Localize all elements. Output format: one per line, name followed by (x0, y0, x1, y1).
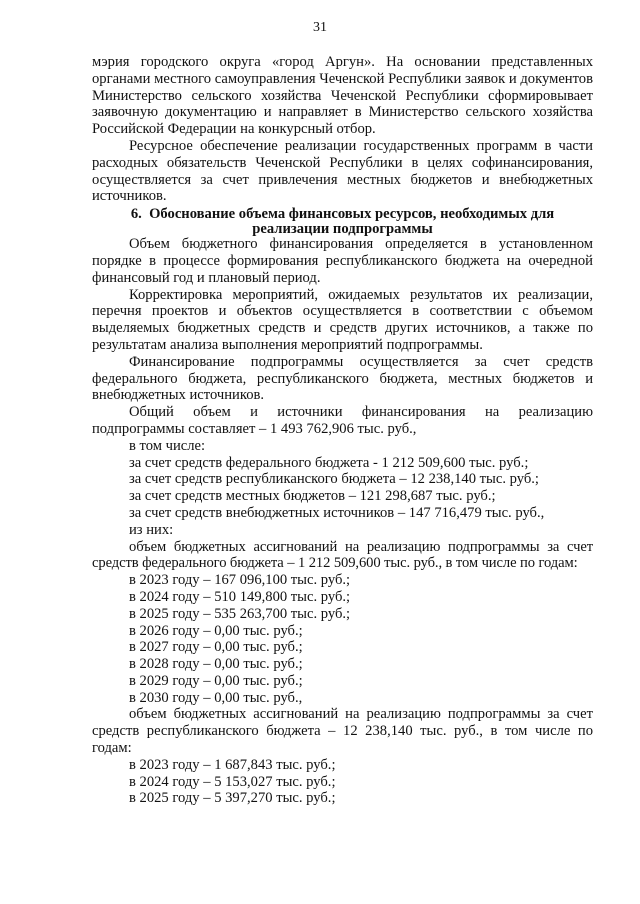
section-title-line2: реализации подпрограммы (252, 220, 433, 237)
list-item: в 2029 году – 0,00 тыс. руб.; (129, 672, 303, 689)
paragraph: мэрия городского округа «город Аргун». На основании представленных органами местного самоуправления Чеченской Республики заявок и документов Министерство сельского хозяйства Чеченской Республики сформировывает заявочную документацию и направляет в Министерство сельского хозяйства Российской Федерации на конкурсный отбор. (92, 54, 593, 138)
federal-years-list (92, 572, 593, 706)
paragraph: Объем бюджетного финансирования определяется в установленном порядке в процессе формирования республиканского бюджета на очередной финансовый год и плановый период. (92, 236, 593, 286)
list-item: в 2028 году – 0,00 тыс. руб.; (129, 656, 303, 673)
sources-list (92, 438, 593, 539)
paragraph: Ресурсное обеспечение реализации государственных программ в части расходных обязательств Чеченской Республики в целях софинансирования, осуществляется за счет привлечения местных бюджетов и внебюджетных источников. (92, 137, 593, 205)
paragraph: Корректировка мероприятий, ожидаемых результатов их реализации, перечня проектов и объектов осуществляется в соответствии с объемом выделяемых бюджетных средств и средств других источников, а также по результатам анализа выполнения мероприятий подпрограммы. (92, 286, 593, 353)
list-item: за счет средств внебюджетных источников – 147 716,479 тыс. руб., (129, 504, 545, 521)
paragraph: Общий объем и источники финансирования на реализацию подпрограммы составляет – 1 493 762,906 тыс. руб., (92, 404, 593, 437)
list-item: в 2024 году – 510 149,800 тыс. руб.; (129, 588, 351, 605)
list-item: за счет средств местных бюджетов – 121 298,687 тыс. руб.; (129, 488, 496, 505)
list-item: в 2023 году – 1 687,843 тыс. руб.; (129, 756, 336, 773)
paragraph: объем бюджетных ассигнований на реализацию подпрограммы за счет средств республиканского бюджета – 12 238,140 тыс. руб., в том числе по годам: (92, 706, 593, 757)
list-item: в 2026 году – 0,00 тыс. руб.; (129, 622, 303, 639)
list-item: в 2024 году – 5 153,027 тыс. руб.; (129, 773, 336, 790)
list-item: в том числе: (129, 437, 206, 454)
page-number: 31 (313, 20, 327, 35)
list-item: в 2023 году – 167 096,100 тыс. руб.; (129, 572, 351, 589)
list-item: за счет средств республиканского бюджета – 12 238,140 тыс. руб.; (129, 471, 539, 488)
paragraph: Финансирование подпрограммы осуществляется за счет средств федерального бюджета, республиканского бюджета, местных бюджетов и внебюджетных источников. (92, 353, 593, 404)
section-title-line1: Обоснование объема финансовых ресурсов, необходимых для (149, 206, 555, 223)
section-heading (92, 205, 593, 236)
list-item: в 2025 году – 535 263,700 тыс. руб.; (129, 605, 351, 622)
list-item: в 2027 году – 0,00 тыс. руб.; (129, 639, 303, 656)
section-number: 6. (130, 206, 142, 223)
list-item: из них: (129, 521, 174, 538)
list-item: за счет средств федерального бюджета - 1 212 509,600 тыс. руб.; (129, 454, 529, 471)
list-item: в 2025 году – 5 397,270 тыс. руб.; (129, 790, 336, 807)
republic-years-list (92, 757, 593, 807)
list-item: в 2030 году – 0,00 тыс. руб., (129, 689, 303, 706)
page-content (92, 54, 593, 807)
paragraph: объем бюджетных ассигнований на реализацию подпрограммы за счет средств федерального бюджета – 1 212 509,600 тыс. руб., в том числе по годам: (92, 538, 593, 572)
